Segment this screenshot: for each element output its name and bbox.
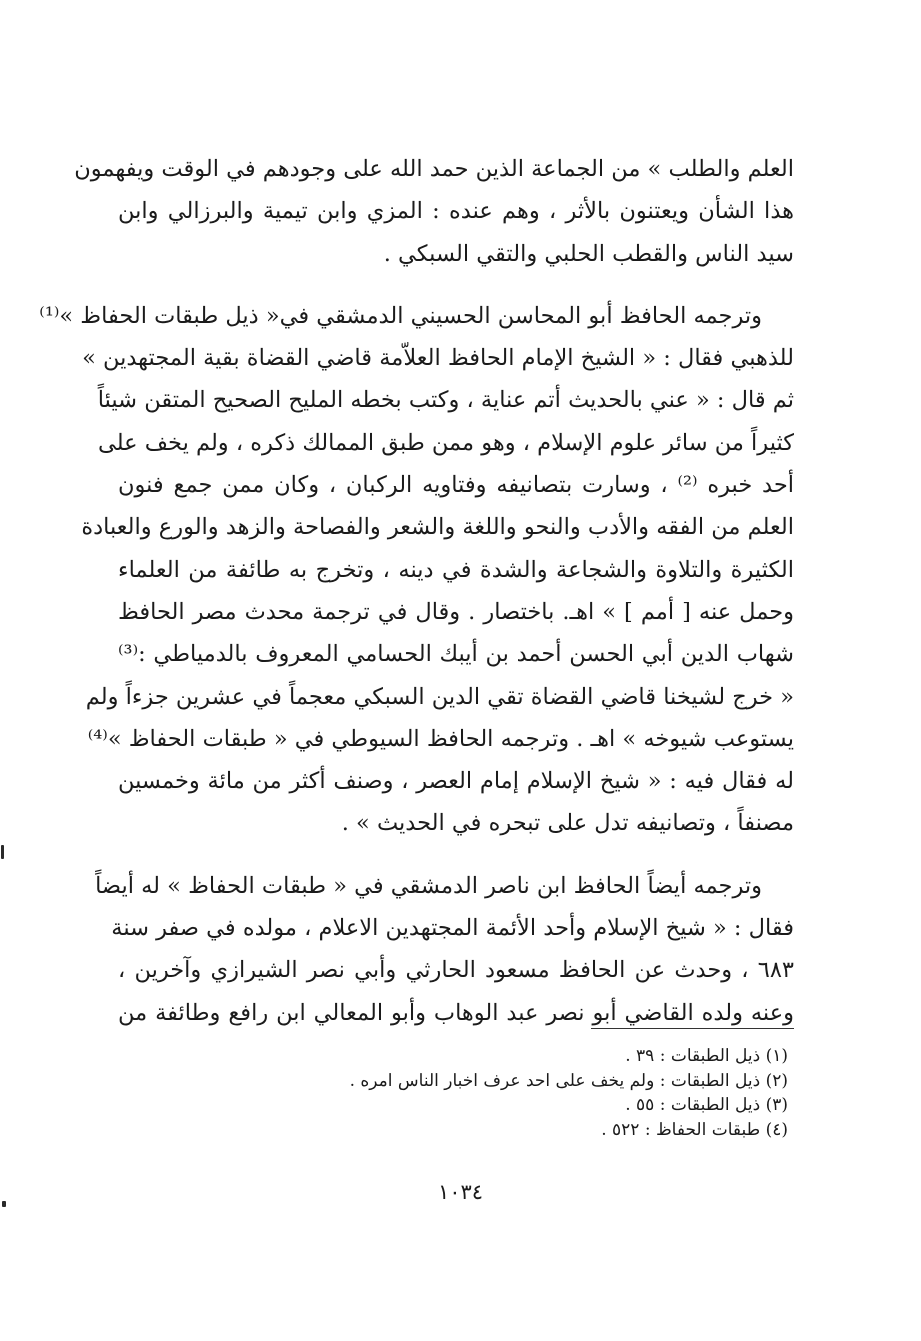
paragraph-2 (39, 295, 794, 845)
text-line: أحد خبره ⁽²⁾ ، وسارت بتصانيفه وفتاويه الركبان ، وكان ممن جمع فنون (118, 472, 794, 499)
page-body (39, 148, 794, 1034)
footnote-2: (٢) ذيل الطبقات : ولم يخف على احد عرف اخبار الناس امره . (349, 1070, 788, 1091)
text-line: الكثيرة والتلاوة والشجاعة والشدة في دينه ، وتخرج به طائفة من العلماء (118, 556, 794, 583)
page-number: ١٠٣٤ (437, 1180, 484, 1204)
text-line: هذا الشأن ويعتنون بالأثر ، وهم عنده : المزي وابن تيمية والبرزالي وابن (118, 198, 794, 225)
text-line: فقال : « شيخ الإسلام وأحد الأئمة المجتهدين الاعلام ، مولده في صفر سنة (111, 915, 794, 942)
footnote-1: (١) ذيل الطبقات : ٣٩ . (625, 1046, 788, 1066)
text-line: العلم من الفقه والأدب والنحو واللغة والشعر والفصاحة والزهد والورع والعبادة (81, 514, 794, 541)
footnote-4: (٤) طبقات الحفاظ : ٥٢٢ . (601, 1119, 788, 1140)
text-line: للذهبي فقال : « الشيخ الإمام الحافظ العلاّمة قاضي القضاة بقية المجتهدين » (82, 345, 794, 372)
scan-edge-mark (2, 1201, 6, 1207)
text-line: وترجمه الحافظ أبو المحاسن الحسيني الدمشقي في« ذيل طبقات الحفاظ »⁽¹⁾ (39, 302, 762, 329)
text-line: يستوعب شيوخه » اهـ . وترجمه الحافظ السيوطي في « طبقات الحفاظ »⁽⁴⁾ (87, 725, 794, 752)
text-line: مصنفاً ، وتصانيفه تدل على تبحره في الحديث » . (341, 810, 794, 837)
text-line: شهاب الدين أبي الحسن أحمد بن أيبك الحسامي المعروف بالدمياطي :⁽³⁾ (118, 641, 794, 668)
footnote-3: (٣) ذيل الطبقات : ٥٥ . (625, 1095, 788, 1115)
text-line: وعنه ولده القاضي أبو نصر عبد الوهاب وأبو المعالي ابن رافع وطائفة من (118, 999, 794, 1026)
text-line: وحمل عنه [ أمم ] » اهـ. باختصار . وقال في ترجمة محدث مصر الحافظ (118, 598, 794, 625)
footnotes (118, 1044, 794, 1142)
text-line: له فقال فيه : « شيخ الإسلام إمام العصر ، وصنف أكثر من مائة وخمسين (118, 768, 794, 795)
text-line: كثيراً من سائر علوم الإسلام ، وهو ممن طبق الممالك ذكره ، ولم يخف على (97, 429, 794, 456)
paragraph-3 (95, 865, 794, 1034)
text-line: وترجمه أيضاً الحافظ ابن ناصر الدمشقي في « طبقات الحفاظ » له أيضاً (95, 872, 762, 899)
text-line: ٦٨٣ ، وحدث عن الحافظ مسعود الحارثي وأبي نصر الشيرازي وآخرين ، (118, 957, 794, 984)
text-line: « خرج لشيخنا قاضي القضاة تقي الدين السبكي معجماً في عشرين جزءاً ولم (85, 683, 794, 710)
paragraph-1 (74, 148, 794, 275)
text-line: سيد الناس والقطب الحلبي والتقي السبكي . (383, 240, 794, 267)
scan-edge-mark (1, 845, 4, 859)
footnote-separator (591, 1028, 794, 1029)
text-line: ثم قال : « عني بالحديث أتم عناية ، وكتب بخطه المليح الصحيح المتقن شيئاً (97, 387, 794, 414)
text-line: العلم والطلب » من الجماعة الذين حمد الله على وجودهم في الوقت ويفهمون (74, 156, 794, 182)
